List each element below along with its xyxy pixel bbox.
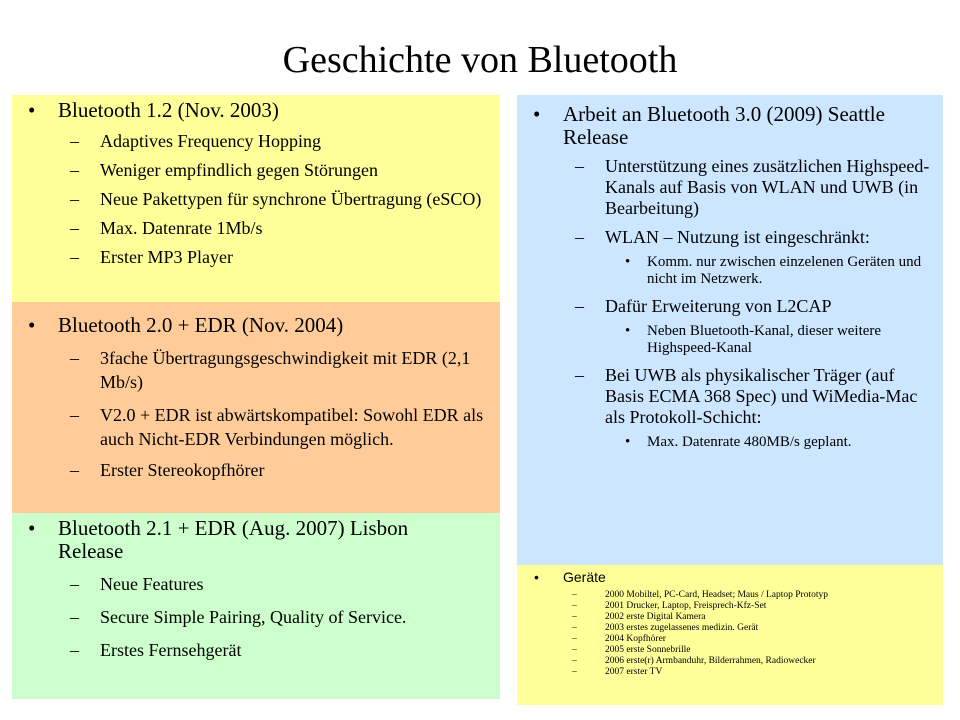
geraete-item: – 2005 erste Sonnebrille <box>517 645 943 656</box>
bt12-heading: • Bluetooth 1.2 (Nov. 2003) <box>12 99 500 122</box>
bt30-item: – Dafür Erweiterung von L2CAP <box>517 296 933 317</box>
geraete-item: – 2004 Kopfhörer <box>517 634 943 645</box>
geraete-item: – 2000 Mobiltel, PC-Card, Headset; Maus / Laptop Prototyp <box>517 590 943 601</box>
bt12-panel <box>12 95 500 302</box>
bt30-item: – Bei UWB als physikalischer Träger (auf Basis ECMA 368 Spec) und WiMedia-Mac als Protokoll-Schicht: <box>517 365 933 428</box>
bt21-heading: • Bluetooth 2.1 + EDR (Aug. 2007) Lisbon Release <box>12 517 500 563</box>
bt20-item: – V2.0 + EDR ist abwärtskompatibel: Sowohl EDR als auch Nicht-EDR Verbindungen möglich. <box>12 403 500 451</box>
geraete-item: – 2003 erstes zugelassenes medizin. Gerät <box>517 623 943 634</box>
bt30-item: – WLAN – Nutzung ist eingeschränkt: <box>517 227 933 248</box>
bt20-item: – 3fache Übertragungsgeschwindigkeit mit EDR (2,1 Mb/s) <box>12 346 500 394</box>
bt21-panel <box>12 513 500 699</box>
geraete-item: – 2001 Drucker, Laptop, Freisprech-Kfz-Set <box>517 601 943 612</box>
bt12-item: – Max. Datenrate 1Mb/s <box>12 218 500 238</box>
bt30-subitem: • Komm. nur zwischen einzelenen Geräten und nicht im Netzwerk. <box>517 254 933 288</box>
bt20-heading: • Bluetooth 2.0 + EDR (Nov. 2004) <box>12 314 500 337</box>
bt21-item: – Secure Simple Pairing, Quality of Service. <box>12 605 500 629</box>
slide-title: Geschichte von Bluetooth <box>282 39 678 81</box>
bt30-subitem: • Neben Bluetooth-Kanal, dieser weitere Highspeed-Kanal <box>517 323 933 357</box>
bt12-item: – Neue Pakettypen für synchrone Übertragung (eSCO) <box>12 189 500 209</box>
geraete-item: – 2006 erste(r) Armbanduhr, Bilderrahmen, Radiowecker <box>517 656 943 667</box>
bt30-item: – Unterstützung eines zusätzlichen Highspeed-Kanals auf Basis von WLAN und UWB (in Bearbeitung) <box>517 156 933 219</box>
bt21-item: – Neue Features <box>12 572 500 596</box>
bt21-item: – Erstes Fernsehgerät <box>12 638 500 662</box>
geraete-item: – 2007 erster TV <box>517 667 943 678</box>
geraete-heading: • Geräte <box>517 569 943 585</box>
bt12-item: – Weniger empfindlich gegen Störungen <box>12 160 500 180</box>
bt30-heading: • Arbeit an Bluetooth 3.0 (2009) Seattle Release <box>517 103 943 149</box>
geraete-item: – 2002 erste Digital Kamera <box>517 612 943 623</box>
bt20-item: – Erster Stereokopfhörer <box>12 460 500 480</box>
bt12-item: – Adaptives Frequency Hopping <box>12 131 500 151</box>
bt12-item: – Erster MP3 Player <box>12 247 500 267</box>
geraete-panel <box>517 565 943 705</box>
bt30-panel <box>517 95 943 565</box>
bt30-subitem: • Max. Datenrate 480MB/s geplant. <box>517 434 933 451</box>
bt20-panel <box>12 302 500 513</box>
